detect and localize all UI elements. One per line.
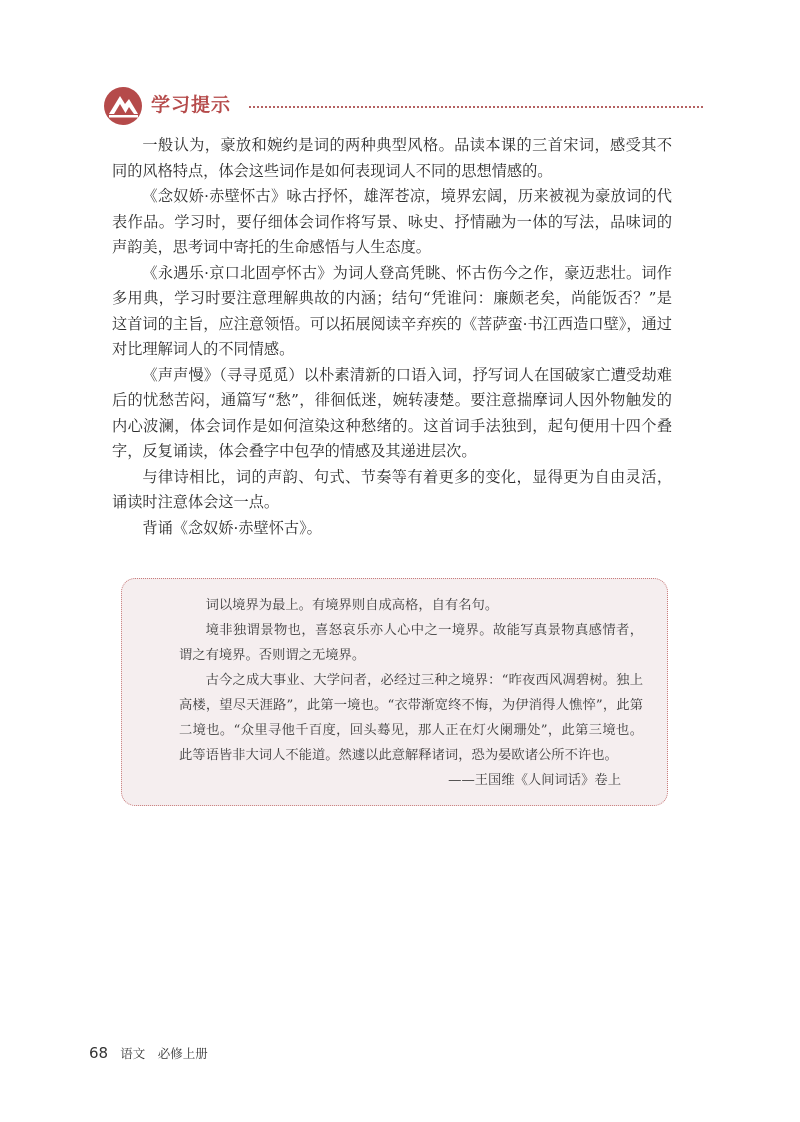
quote-paragraph: 境非独谓景物也，喜怒哀乐亦人心中之一境界。故能写真景物真感情者，谓之有境界。否则谓之无境界。 [179,623,643,663]
paragraph: 一般认为，豪放和婉约是词的两种典型风格。品读本课的三首宋词，感受其不同的风格特点，体会这些词作是如何表现词人不同的思想情感的。 [112,136,672,180]
paragraph: 背诵《念奴娇·赤壁怀古》。 [142,518,322,537]
paragraph: 《声声慢》（寻寻觅觅）以朴素清新的口语入词，抒写词人在国破家亡遭受劫难后的忧愁苦闷，通篇写“愁”，徘徊低迷，婉转凄楚。要注意揣摩词人因外物触发的内心波澜，体会词作是如何渲染这种愁绪的。这首词手法独到，起句便用十四个叠字，反复诵读，体会叠字中包孕的情感及其递进层次。 [112,365,672,460]
book-title: 语文 必修上册 [120,1046,208,1061]
paragraph: 《永遇乐·京口北固亭怀古》为词人登高凭眺、怀古伤今之作，豪迈悲壮。词作多用典，学习时要注意理解典故的内涵；结句“凭谁问：廉颇老矣，尚能饭否？”是这首词的主旨，应注意领悟。可以拓展阅读辛弃疾的《菩萨蛮·书江西造口壁》，通过对比理解词人的不同情感。 [112,263,672,358]
quote-box [121,578,668,806]
quote-paragraph: 古今之成大事业、大学问者，必经过三种之境界：“昨夜西风凋碧树。独上高楼，望尽天涯路”，此第一境也。“衣带渐宽终不悔，为伊消得人憔悴”，此第二境也。“众里寻他千百度，回头蓦见，那人正在灯火阑珊处”，此第三境也。此等语皆非大词人不能道。然遽以此意解释诸词，恐为晏欧诸公所不许也。 [179,673,643,763]
page-number: 68 [89,1044,109,1062]
header-dotted-divider [249,106,703,108]
section-title: 学习提示 [151,94,232,116]
study-tips-body [112,133,672,541]
mountain-logo-icon [103,86,143,126]
page-footer [89,1044,208,1062]
quote-source: ——王国维《人间词话》卷上 [448,773,621,788]
quote-paragraph: 词以境界为最上。有境界则自成高格，自有名句。 [205,598,499,613]
paragraph: 与律诗相比，词的声韵、句式、节奏等有着更多的变化，显得更为自由灵活，诵读时注意体会这一点。 [112,467,672,511]
paragraph: 《念奴娇·赤壁怀古》咏古抒怀，雄浑苍凉，境界宏阔，历来被视为豪放词的代表作品。学习时，要仔细体会词作将写景、咏史、抒情融为一体的写法，品味词的声韵美，思考词中寄托的生命感悟与人生态度。 [112,187,672,256]
section-header [103,86,703,126]
